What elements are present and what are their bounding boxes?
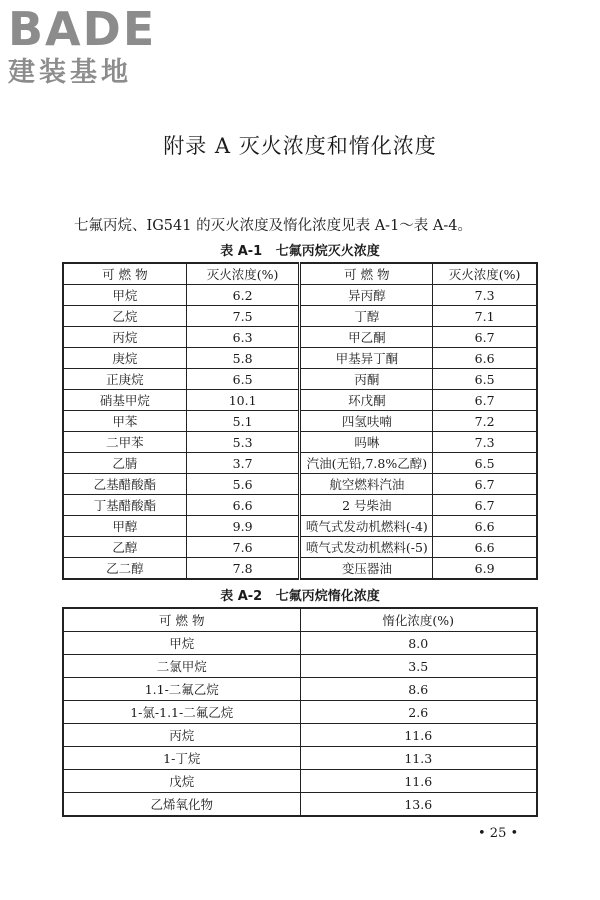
table-cell: 丁醇 — [300, 306, 433, 327]
table-cell: 丙烷 — [63, 327, 186, 348]
table-cell: 6.5 — [186, 369, 300, 390]
table-cell: 乙二醇 — [63, 558, 186, 580]
table-cell: 二氯甲烷 — [63, 655, 300, 678]
table-cell: 6.7 — [433, 474, 537, 495]
table-a2-caption: 表 A-2 七氟丙烷惰化浓度 — [220, 589, 380, 604]
column-header: 可 燃 物 — [63, 263, 186, 285]
table-cell: 甲乙酮 — [300, 327, 433, 348]
table-cell: 庚烷 — [63, 348, 186, 369]
table-row — [63, 453, 537, 474]
table-row — [63, 411, 537, 432]
table-cell: 7.1 — [433, 306, 537, 327]
table-cell: 二甲苯 — [63, 432, 186, 453]
table-row — [63, 558, 537, 580]
table-cell: 11.3 — [300, 747, 537, 770]
table-cell: 环戊酮 — [300, 390, 433, 411]
table-cell: 甲基异丁酮 — [300, 348, 433, 369]
table-a1-caption: 表 A-1 七氟丙烷灭火浓度 — [220, 244, 380, 259]
table-cell: 6.6 — [433, 516, 537, 537]
table-row — [63, 285, 537, 306]
table-cell: 变压器油 — [300, 558, 433, 580]
table-cell: 航空燃料汽油 — [300, 474, 433, 495]
table-cell: 13.6 — [300, 793, 537, 817]
table-row — [63, 655, 537, 678]
appendix-title: 附录 A 灭火浓度和惰化浓度 — [163, 134, 437, 158]
table-cell: 6.9 — [433, 558, 537, 580]
table-cell: 丙酮 — [300, 369, 433, 390]
table-cell: 5.8 — [186, 348, 300, 369]
bade-logo — [8, 4, 156, 90]
table-cell: 6.6 — [433, 348, 537, 369]
table-cell: 丁基醋酸酯 — [63, 495, 186, 516]
page-number: • 25 • — [478, 826, 519, 841]
table-cell: 四氢呋喃 — [300, 411, 433, 432]
table-cell: 6.5 — [433, 369, 537, 390]
table-row — [63, 495, 537, 516]
logo-subtitle: 建装基地 — [8, 57, 132, 88]
table-cell: 5.6 — [186, 474, 300, 495]
table-cell: 1.1-二氟乙烷 — [63, 678, 300, 701]
table-cell: 吗啉 — [300, 432, 433, 453]
table-cell: 乙烯氧化物 — [63, 793, 300, 817]
column-header: 可 燃 物 — [300, 263, 433, 285]
table-cell: 6.6 — [433, 537, 537, 558]
table-cell: 乙烷 — [63, 306, 186, 327]
table-row — [63, 747, 537, 770]
table-row — [63, 678, 537, 701]
table-cell: 喷气式发动机燃料(-5) — [300, 537, 433, 558]
table-row — [63, 369, 537, 390]
table-cell: 10.1 — [186, 390, 300, 411]
table-cell: 汽油(无铅,7.8%乙醇) — [300, 453, 433, 474]
table-row — [63, 537, 537, 558]
table-row — [63, 474, 537, 495]
table-cell: 丙烷 — [63, 724, 300, 747]
table-header-row — [63, 263, 537, 285]
table-a1 — [62, 262, 538, 580]
table-cell: 甲烷 — [63, 632, 300, 655]
column-header: 灭火浓度(%) — [433, 263, 537, 285]
table-header-row — [63, 608, 537, 632]
table-cell: 2.6 — [300, 701, 537, 724]
table-cell: 喷气式发动机燃料(-4) — [300, 516, 433, 537]
table-cell: 5.1 — [186, 411, 300, 432]
table-cell: 乙基醋酸酯 — [63, 474, 186, 495]
table-cell: 11.6 — [300, 770, 537, 793]
table-cell: 甲醇 — [63, 516, 186, 537]
table-cell: 6.7 — [433, 390, 537, 411]
table-cell: 甲烷 — [63, 285, 186, 306]
table-cell: 8.6 — [300, 678, 537, 701]
table-row — [63, 432, 537, 453]
table-cell: 1-氯-1.1-二氟乙烷 — [63, 701, 300, 724]
table-cell: 7.5 — [186, 306, 300, 327]
column-header: 惰化浓度(%) — [300, 608, 537, 632]
table-cell: 11.6 — [300, 724, 537, 747]
table-cell: 3.5 — [300, 655, 537, 678]
logo-wordmark: BADE — [8, 2, 157, 56]
table-row — [63, 632, 537, 655]
table-cell: 1-丁烷 — [63, 747, 300, 770]
table-cell: 3.7 — [186, 453, 300, 474]
table-row — [63, 306, 537, 327]
table-cell: 6.5 — [433, 453, 537, 474]
table-cell: 硝基甲烷 — [63, 390, 186, 411]
table-cell: 8.0 — [300, 632, 537, 655]
table-row — [63, 724, 537, 747]
table-cell: 7.3 — [433, 285, 537, 306]
table-cell: 9.9 — [186, 516, 300, 537]
table-row — [63, 348, 537, 369]
table-cell: 5.3 — [186, 432, 300, 453]
table-row — [63, 390, 537, 411]
table-row — [63, 701, 537, 724]
table-cell: 6.6 — [186, 495, 300, 516]
table-a2 — [62, 607, 538, 817]
table-cell: 7.8 — [186, 558, 300, 580]
table-row — [63, 327, 537, 348]
table-cell: 6.7 — [433, 327, 537, 348]
table-cell: 甲苯 — [63, 411, 186, 432]
table-cell: 7.6 — [186, 537, 300, 558]
column-header: 灭火浓度(%) — [186, 263, 300, 285]
table-cell: 7.2 — [433, 411, 537, 432]
table-cell: 正庚烷 — [63, 369, 186, 390]
table-cell: 异丙醇 — [300, 285, 433, 306]
intro-paragraph: 七氟丙烷、IG541 的灭火浓度及惰化浓度见表 A-1～表 A-4。 — [74, 218, 473, 234]
table-cell: 6.2 — [186, 285, 300, 306]
table-cell: 戊烷 — [63, 770, 300, 793]
table-row — [63, 770, 537, 793]
table-cell: 2 号柴油 — [300, 495, 433, 516]
table-cell: 6.7 — [433, 495, 537, 516]
table-cell: 6.3 — [186, 327, 300, 348]
table-row — [63, 516, 537, 537]
table-cell: 乙腈 — [63, 453, 186, 474]
table-cell: 乙醇 — [63, 537, 186, 558]
column-header: 可 燃 物 — [63, 608, 300, 632]
table-cell: 7.3 — [433, 432, 537, 453]
table-row — [63, 793, 537, 817]
